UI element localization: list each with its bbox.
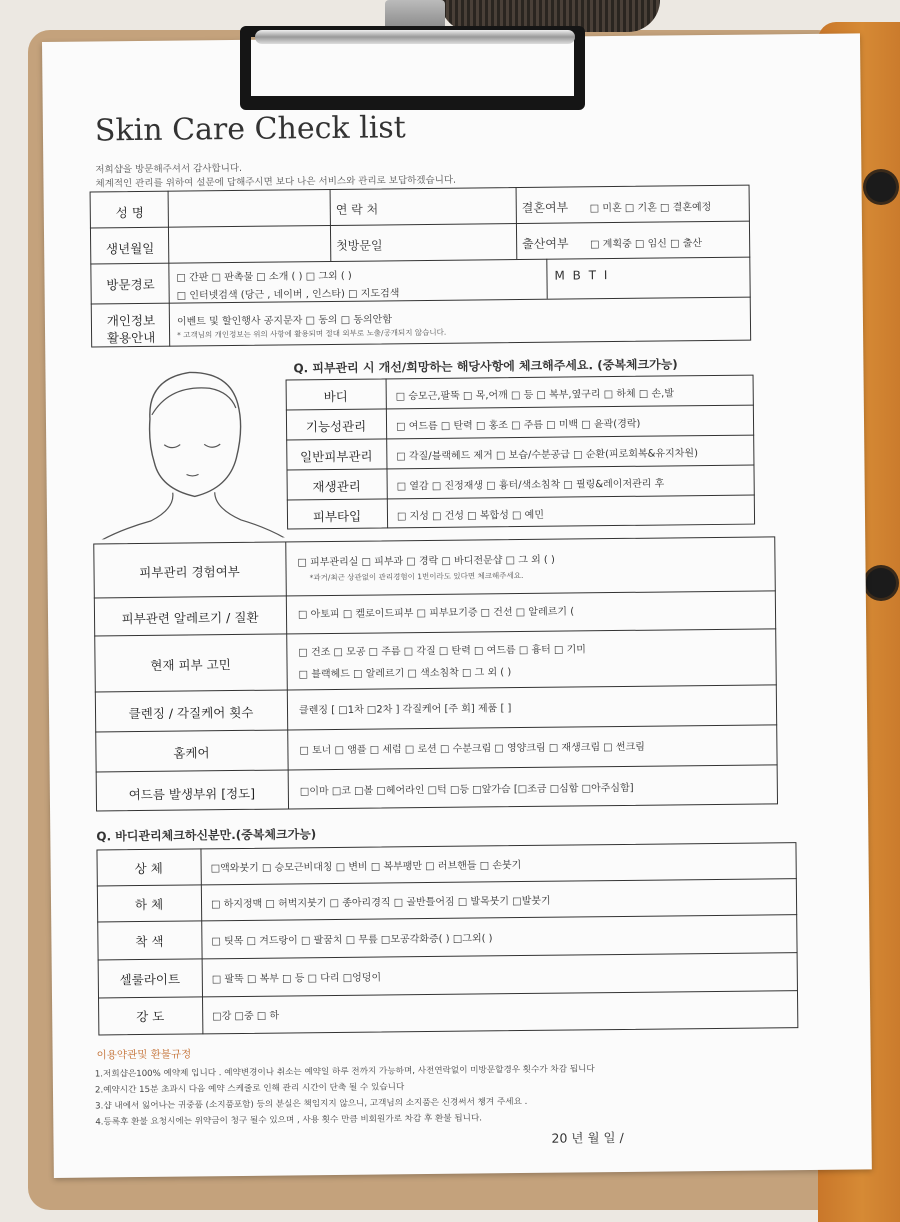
clip-bar xyxy=(255,30,575,44)
allergy-label: 피부관련 알레르기 / 질환 xyxy=(121,609,259,627)
cellulite-options[interactable]: □ 팔뚝 □ 복부 □ 등 □ 다리 □엉덩이 xyxy=(211,972,382,986)
marriage-options[interactable]: □ 미혼 □ 기혼 □ 결혼예정 xyxy=(589,202,712,215)
homecare-label: 홈케어 xyxy=(173,745,210,761)
privacy-label-1: 개인정보 xyxy=(106,312,156,329)
q1-functional-label: 기능성관리 xyxy=(305,418,367,435)
checklist-sheet xyxy=(42,33,872,1178)
face-illustration xyxy=(89,357,291,539)
policy-line-3: 3.샵 내에서 잃어나는 귀중품 (소지품포함) 등의 분실은 책임지지 않으니, 고객님의 소지품은 신경써서 챙겨 주세요 . xyxy=(95,1096,528,1112)
lower-body-options[interactable]: □ 하지정맥 □ 허벅지붓기 □ 종아리경직 □ 골반틀어짐 □ 발목붓기 □발붓기 xyxy=(210,895,551,911)
concern-options-1[interactable]: □ 건조 □ 모공 □ 주름 □ 각질 □ 탄력 □ 여드름 □ 흉터 □ 기미 xyxy=(298,644,586,659)
q1-skintype-label: 피부타입 xyxy=(312,508,362,525)
intensity-options[interactable]: □강 □중 □ 하 xyxy=(212,1010,280,1023)
policy-line-1: 1.저희샵은100% 예약제 입니다 . 예약변경이나 취소는 예약일 하루 전까지 가능하며, 사전연락없이 미방문할경우 횟수가 차감 됩니다 xyxy=(94,1064,595,1080)
exp-history-label: 피부관리 경험여부 xyxy=(139,563,240,581)
birth-label: 생년월일 xyxy=(105,240,155,257)
acne-area-label: 여드름 발생부위 [정도] xyxy=(128,785,256,803)
q1-header: Q. 피부관리 시 개선/희망하는 해당사항에 체크해주세요. (중복체크가능) xyxy=(293,357,678,376)
policy-line-2: 2.예약시간 15분 초과시 다음 예약 스케줄로 인해 관리 시간이 단축 될 수 있습니다 xyxy=(94,1082,405,1096)
homecare-options[interactable]: □ 토너 □ 앰플 □ 세럼 □ 로션 □ 수분크림 □ 영양크림 □ 재생크림 □ 썬크림 xyxy=(299,741,645,757)
snap-button-icon xyxy=(866,172,896,202)
pigment-options[interactable]: □ 팃목 □ 겨드랑이 □ 팔꿈치 □ 무릎 □모공각화증( ) □그외( ) xyxy=(211,933,493,948)
exp-history-options[interactable]: □ 피부관리실 □ 피부과 □ 경락 □ 바디전문샵 □ 그 외 ( ) xyxy=(297,554,555,569)
page-title: Skin Care Check list xyxy=(94,110,406,149)
birth-status-options[interactable]: □ 계획중 □ 임신 □ 출산 xyxy=(590,238,703,251)
pigment-label: 착 색 xyxy=(135,933,164,950)
snap-button-icon xyxy=(866,568,896,598)
marriage-label: 결혼여부 xyxy=(521,200,569,215)
cleansing-label: 클렌징 / 각질케어 횟수 xyxy=(128,704,254,722)
q1-skintype-options[interactable]: □ 지성 □ 건성 □ 복합성 □ 예민 xyxy=(396,509,545,523)
exp-history-note: *과거/최근 상관없이 관리경험이 1번이라도 있다면 체크해주세요. xyxy=(309,570,524,583)
contact-label: 연 락 처 xyxy=(335,202,379,217)
q1-regen-options[interactable]: □ 열감 □ 진정재생 □ 흉터/색소침착 □ 필링&레이저관리 후 xyxy=(396,478,665,493)
intro-line-1: 저희샵을 방문해주셔서 감사합니다. xyxy=(95,162,243,176)
upper-body-label: 상 체 xyxy=(134,860,163,877)
intro-line-2: 체계적인 관리를 위하여 설문에 답해주시면 보다 나은 서비스와 관리로 보답하겠습니다. xyxy=(95,174,457,190)
first-visit-label: 첫방문일 xyxy=(336,238,383,253)
q1-body-options[interactable]: □ 승모근,팔뚝 □ 목,어깨 □ 등 □ 복부,옆구리 □ 하체 □ 손,발 xyxy=(395,388,675,403)
q1-general-label: 일반피부관리 xyxy=(300,448,373,465)
q1-general-options[interactable]: □ 각질/블랙헤드 제거 □ 보습/수분공급 □ 순환(피로회복&유지차원) xyxy=(396,448,699,463)
route-label: 방문경로 xyxy=(106,276,155,293)
concern-label: 현재 피부 고민 xyxy=(150,657,231,673)
mbti-label: M B T I xyxy=(554,268,610,283)
acne-area-options[interactable]: □이마 □코 □볼 □헤어라인 □턱 □등 □앞가슴 [□조금 □심함 □아주심함] xyxy=(299,782,634,798)
route-options-1[interactable]: □ 간판 □ 판촉물 □ 소개 ( ) □ 그외 ( ) xyxy=(176,270,352,284)
date-field[interactable]: 20 년 월 일 / xyxy=(551,1129,624,1146)
q2-header: Q. 바디관리체크하신분만.(중복체크가능) xyxy=(96,827,317,844)
intensity-label: 강 도 xyxy=(136,1008,165,1025)
lower-body-label: 하 체 xyxy=(134,896,164,913)
policy-header: 이용약관및 환불규정 xyxy=(96,1048,192,1062)
cellulite-label: 셀룰라이트 xyxy=(119,971,181,988)
route-options-2[interactable]: □ 인터넷검색 (당근 , 네이버 , 인스타) □ 지도검색 xyxy=(176,288,400,302)
policy-line-4: 4.등록후 환불 요청시에는 위약금이 청구 될수 있으며 , 사용 횟수 만큼 비회원가로 차감 후 환불 됩니다. xyxy=(95,1113,483,1128)
q1-functional-options[interactable]: □ 여드름 □ 탄력 □ 홍조 □ 주름 □ 미백 □ 윤곽(경락) xyxy=(395,418,641,433)
concern-options-2[interactable]: □ 블랙헤드 □ 알레르기 □ 색소침착 □ 그 외 ( ) xyxy=(298,667,512,681)
q1-regen-label: 재생관리 xyxy=(312,478,361,495)
q1-body-label: 바디 xyxy=(323,388,348,405)
name-label: 성 명 xyxy=(115,204,144,221)
privacy-note: * 고객님의 개인정보는 위의 사항에 활용되며 절대 외부로 노출/공개되지 않습니다. xyxy=(177,327,447,340)
cleansing-options[interactable]: 클렌징 [ □1차 □2차 ] 각질케어 [주 회] 제품 [ ] xyxy=(298,703,512,717)
allergy-options[interactable]: □ 아토피 □ 켈로이드피부 □ 피부묘기증 □ 건선 □ 알레르기 ( xyxy=(297,606,575,621)
birth-status-label: 출산여부 xyxy=(522,236,569,251)
privacy-consent[interactable]: 이벤트 및 할인행사 공지문자 □ 동의 □ 동의안함 xyxy=(176,314,393,328)
upper-body-options[interactable]: □액와붓기 □ 승모근비대칭 □ 변비 □ 복부팽만 □ 러브핸들 □ 손붓기 xyxy=(210,860,522,875)
privacy-label-2: 활용안내 xyxy=(106,329,156,346)
